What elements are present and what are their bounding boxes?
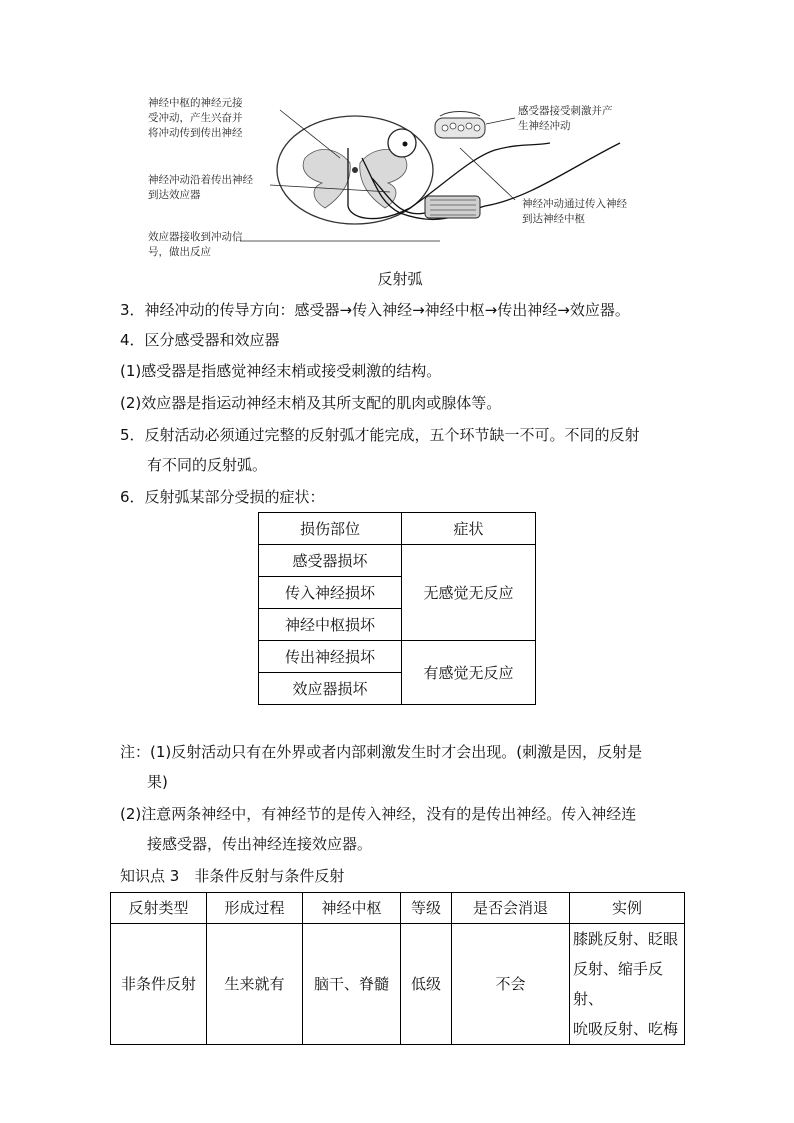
figure-caption: 反射弧 xyxy=(377,270,423,288)
table-cell: 脑干、脊髓 xyxy=(303,924,401,1045)
note-1-line2: 果) xyxy=(147,773,168,791)
label-line: 到达神经中枢 xyxy=(522,213,585,225)
central-canal xyxy=(352,167,358,173)
header-cell: 神经中枢 xyxy=(303,893,401,924)
label-line: 受冲动，产生兴奋并 xyxy=(148,112,243,124)
label-line: 到达效应器 xyxy=(148,189,201,201)
table-cell: 传出神经损坏 xyxy=(259,641,402,673)
label-line: 生神经冲动 xyxy=(518,120,571,132)
header-cell: 等级 xyxy=(401,893,452,924)
table-cell: 传入神经损坏 xyxy=(259,577,402,609)
label-receptor xyxy=(518,104,613,134)
table-cell: 感受器损坏 xyxy=(259,545,402,577)
effector-muscle xyxy=(425,196,480,218)
table-cell: 生来就有 xyxy=(207,924,303,1045)
label-line: 神经冲动沿着传出神经 xyxy=(148,174,253,186)
header-cell: 实例 xyxy=(570,893,685,924)
ganglion-magnified-circle xyxy=(388,129,416,157)
table-cell-symptom: 有感觉无反应 xyxy=(402,641,536,705)
header-cell: 形成过程 xyxy=(207,893,303,924)
reflex-type-table xyxy=(110,892,685,1045)
paragraph-4-2: (2)效应器是指运动神经末梢及其所支配的肌肉或腺体等。 xyxy=(120,394,502,412)
damage-symptom-table xyxy=(258,512,536,705)
note-1-line1: 注：(1)反射活动只有在外界或者内部刺激发生时才会出现。(刺激是因，反射是 xyxy=(120,743,643,761)
note-2-line1: (2)注意两条神经中，有神经节的是传入神经，没有的是传出神经。传入神经连 xyxy=(120,805,637,823)
label-afferent-nerve xyxy=(522,197,627,227)
table-row xyxy=(111,924,685,1045)
table-cell-examples xyxy=(570,924,685,1045)
paragraph-3: 3．神经冲动的传导方向：感受器→传入神经→神经中枢→传出神经→效应器。 xyxy=(120,301,630,319)
table-cell-symptom: 无感觉无反应 xyxy=(402,545,536,641)
table-header-row xyxy=(111,893,685,924)
table-cell: 非条件反射 xyxy=(111,924,207,1045)
note-2-line2: 接感受器，传出神经连接效应器。 xyxy=(147,835,373,853)
label-efferent-nerve xyxy=(148,173,253,203)
paragraph-5-line1: 5．反射活动必须通过完整的反射弧才能完成，五个环节缺一不可。不同的反射 xyxy=(120,426,640,444)
label-line: 神经冲动通过传入神经 xyxy=(522,198,627,210)
receptor-skin xyxy=(435,112,485,139)
header-cell: 反射类型 xyxy=(111,893,207,924)
table-cell: 低级 xyxy=(401,924,452,1045)
paragraph-6: 6．反射弧某部分受损的症状： xyxy=(120,488,325,506)
label-line: 感受器接受刺激并产 xyxy=(518,105,613,117)
ganglion-cell xyxy=(403,142,408,147)
leader-line-afferent xyxy=(460,148,515,200)
table-row xyxy=(259,641,536,673)
header-cell: 症状 xyxy=(402,513,536,545)
section-title: 知识点 3 非条件反射与条件反射 xyxy=(120,867,345,885)
label-line: 将冲动传到传出神经 xyxy=(148,127,243,139)
table-row xyxy=(259,545,536,577)
paragraph-4: 4．区分感受器和效应器 xyxy=(120,331,280,349)
leader-line-receptor xyxy=(486,118,515,124)
example-line: 反射、缩手反射、 xyxy=(573,960,664,1008)
label-nerve-center xyxy=(148,96,243,141)
label-line: 神经中枢的神经元接 xyxy=(148,97,243,109)
header-cell: 损伤部位 xyxy=(259,513,402,545)
paragraph-4-1: (1)感受器是指感觉神经末梢或接受刺激的结构。 xyxy=(120,362,442,380)
table-header-row xyxy=(259,513,536,545)
header-cell: 是否会消退 xyxy=(452,893,570,924)
label-line: 效应器接收到冲动信 xyxy=(148,231,243,243)
table-cell: 神经中枢损坏 xyxy=(259,609,402,641)
table-cell: 效应器损坏 xyxy=(259,673,402,705)
paragraph-5-line2: 有不同的反射弧。 xyxy=(147,456,268,474)
label-effector xyxy=(148,230,243,260)
table-cell: 不会 xyxy=(452,924,570,1045)
example-line: 膝跳反射、眨眼 xyxy=(573,930,679,948)
example-line: 吮吸反射、吃梅 xyxy=(573,1020,679,1038)
label-line: 号，做出反应 xyxy=(148,246,211,258)
